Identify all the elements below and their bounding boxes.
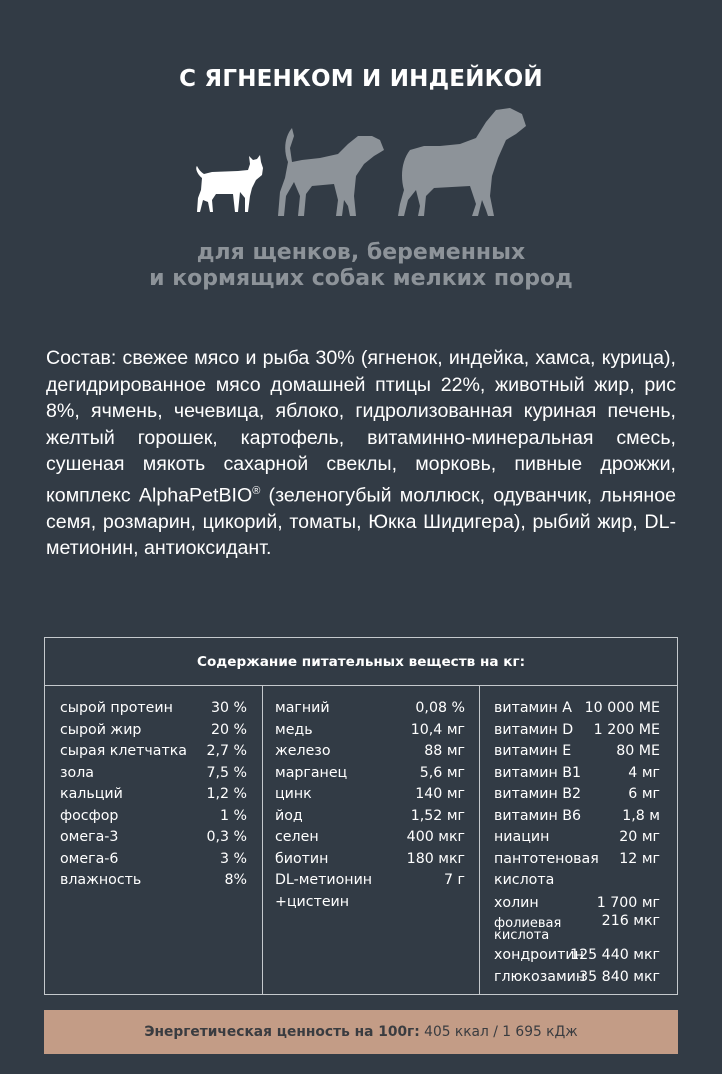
table-row: [275, 806, 465, 827]
table-row: [494, 967, 660, 988]
nutrient-value: 8%: [224, 872, 247, 888]
nutrient-name: кальций: [60, 786, 123, 802]
nutrients-column-2: [262, 686, 480, 994]
table-row: [494, 915, 660, 943]
table-row: [275, 870, 465, 891]
table-row: [275, 784, 465, 805]
table-row: [60, 806, 247, 827]
table-row: [60, 720, 247, 741]
nutrient-value: 7,5 %: [206, 764, 247, 781]
nutrient-name: зола: [60, 764, 94, 781]
nutrient-value: 20 %: [210, 721, 247, 738]
nutrient-value: 140 мг: [415, 786, 465, 802]
nutrient-value: 1,8 м: [622, 807, 660, 824]
table-row: [494, 827, 660, 848]
nutrient-name: витамин B6: [494, 807, 582, 824]
table-row: [494, 784, 660, 805]
nutrient-name: ниацин: [494, 829, 550, 845]
nutrient-value: 12 мг: [619, 850, 660, 867]
nutrient-name: сырой жир: [60, 721, 142, 738]
table-row: [494, 741, 660, 762]
product-title: С ЯГНЕНКОМ И ИНДЕЙКОЙ: [179, 66, 543, 92]
nutrient-value: 125 440 мкг: [570, 947, 660, 963]
table-row: [494, 945, 660, 966]
nutrients-title: Содержание питательных веществ на кг:: [45, 638, 677, 686]
table-row: [494, 806, 660, 827]
nutrient-value: 2,7 %: [206, 743, 247, 759]
nutrient-name: +цистеин: [275, 893, 350, 910]
nutrient-value: 1,2 %: [206, 786, 247, 802]
nutrient-name: железо: [275, 743, 331, 759]
nutrient-name: фолиевая кислота: [494, 916, 562, 943]
target-audience: [0, 240, 722, 292]
nutrient-name: сырой протеин: [60, 700, 173, 716]
nutrient-value: 7 г: [444, 872, 465, 888]
nutrient-name: холин: [494, 895, 539, 911]
energy-value-bar: [44, 1010, 678, 1054]
nutrient-value: 35 840 мкг: [579, 969, 660, 985]
nutrient-name: селен: [275, 829, 319, 845]
nutrient-name: кислота: [494, 872, 555, 888]
table-row: [275, 698, 465, 719]
nutrient-name: влажность: [60, 872, 142, 888]
subtitle-line-2: и кормящих собак мелких пород: [149, 266, 573, 291]
nutrient-name: фосфор: [60, 807, 119, 824]
nutrient-value: 10,4 мг: [410, 721, 465, 738]
nutrient-value: 0,08 %: [415, 700, 465, 716]
nutrient-value: 88 мг: [424, 743, 465, 759]
table-row: [60, 698, 247, 719]
nutrient-value: 4 мг: [628, 764, 660, 781]
composition-part-2: (зеленогубый моллюск, одуванчик, льняное семя, розмарин, цикорий, томаты, Юкка Шидигера), рыбий жир, DL-метионин, антиоксидант.: [46, 484, 676, 560]
nutrient-name: глюкозамин: [494, 969, 586, 985]
table-row: [60, 741, 247, 762]
nutrient-name: витамин A: [494, 700, 572, 716]
nutrient-name: йод: [275, 807, 303, 824]
nutrient-name: медь: [275, 721, 313, 738]
table-row: [60, 849, 247, 870]
table-row: [494, 698, 660, 719]
large-dog-icon: [398, 108, 526, 216]
nutrient-value: 180 мкг: [406, 850, 465, 867]
nutrient-name: магний: [275, 700, 330, 716]
nutrient-value: 1 700 мг: [596, 895, 660, 911]
nutrients-column-3: [479, 686, 677, 994]
nutrient-value: 6 мг: [628, 786, 660, 802]
composition-part-1: Состав: свежее мясо и рыба 30% (ягненок, индейка, хамса, курица), дегидрированное мясо домашней птицы 22%, животный жир, рис 8%, ячмень, чечевица, яблоко, гидролизованная куриная печень, желтый горошек, картофель, витаминно-минеральная смесь, сушеная мякоть сахарной свеклы, морковь, пивные дрожжи, комплекс AlphaPetBIO: [46, 347, 676, 507]
nutrient-value: 1 %: [219, 807, 247, 824]
table-row: [494, 720, 660, 741]
nutrient-name: марганец: [275, 764, 348, 781]
nutrient-name: витамин D: [494, 721, 574, 738]
nutrient-name: цинк: [275, 786, 312, 802]
nutrient-name: витамин B2: [494, 786, 582, 802]
nutrient-value: 0,3 %: [206, 829, 247, 845]
nutrient-name: биотин: [275, 850, 329, 867]
nutrients-table: [44, 637, 678, 995]
nutrient-value: 400 мкг: [406, 829, 465, 845]
nutrient-name: витамин B1: [494, 764, 582, 781]
nutrient-value: 5,6 мг: [419, 764, 465, 781]
table-row: [275, 827, 465, 848]
subtitle-line-1: для щенков, беременных: [196, 240, 526, 265]
nutrient-name: сырая клетчатка: [60, 743, 187, 759]
nutrient-value: 1 200 МЕ: [593, 721, 660, 738]
energy-value: 405 ккал / 1 695 кДж: [419, 1024, 578, 1040]
nutrient-value: 20 мг: [619, 829, 660, 845]
nutrient-name: хондроитин: [494, 947, 584, 963]
medium-dog-icon: [278, 128, 384, 216]
table-row: [494, 849, 660, 870]
nutrients-column-1: [45, 686, 262, 994]
energy-label: Энергетическая ценность на 100г:: [144, 1024, 420, 1040]
table-row: [275, 849, 465, 870]
composition-text: [46, 345, 676, 562]
nutrient-value: 30 %: [210, 700, 247, 716]
nutrient-value: 3 %: [219, 850, 247, 867]
nutrient-name: пантотеновая: [494, 850, 599, 867]
nutrient-name: омега-3: [60, 829, 119, 845]
dog-size-icons: [0, 0, 722, 230]
table-row: [494, 870, 660, 891]
nutrient-value: 1,52 мг: [410, 807, 465, 824]
table-row: [60, 763, 247, 784]
nutrient-name: омега-6: [60, 850, 119, 867]
table-row: [275, 741, 465, 762]
table-row: [275, 763, 465, 784]
table-row: [275, 892, 465, 913]
registered-mark: ®: [252, 484, 261, 497]
table-row: [60, 784, 247, 805]
nutrient-name: DL-метионин: [275, 872, 373, 888]
nutrient-value: 216 мкг: [601, 913, 660, 929]
table-row: [60, 827, 247, 848]
nutrient-name: витамин E: [494, 743, 572, 759]
nutrient-value: 80 МЕ: [616, 743, 660, 759]
table-row: [60, 870, 247, 891]
table-row: [275, 720, 465, 741]
nutrient-value: 10 000 МЕ: [584, 700, 660, 716]
table-row: [494, 763, 660, 784]
small-dog-icon: [196, 155, 263, 212]
